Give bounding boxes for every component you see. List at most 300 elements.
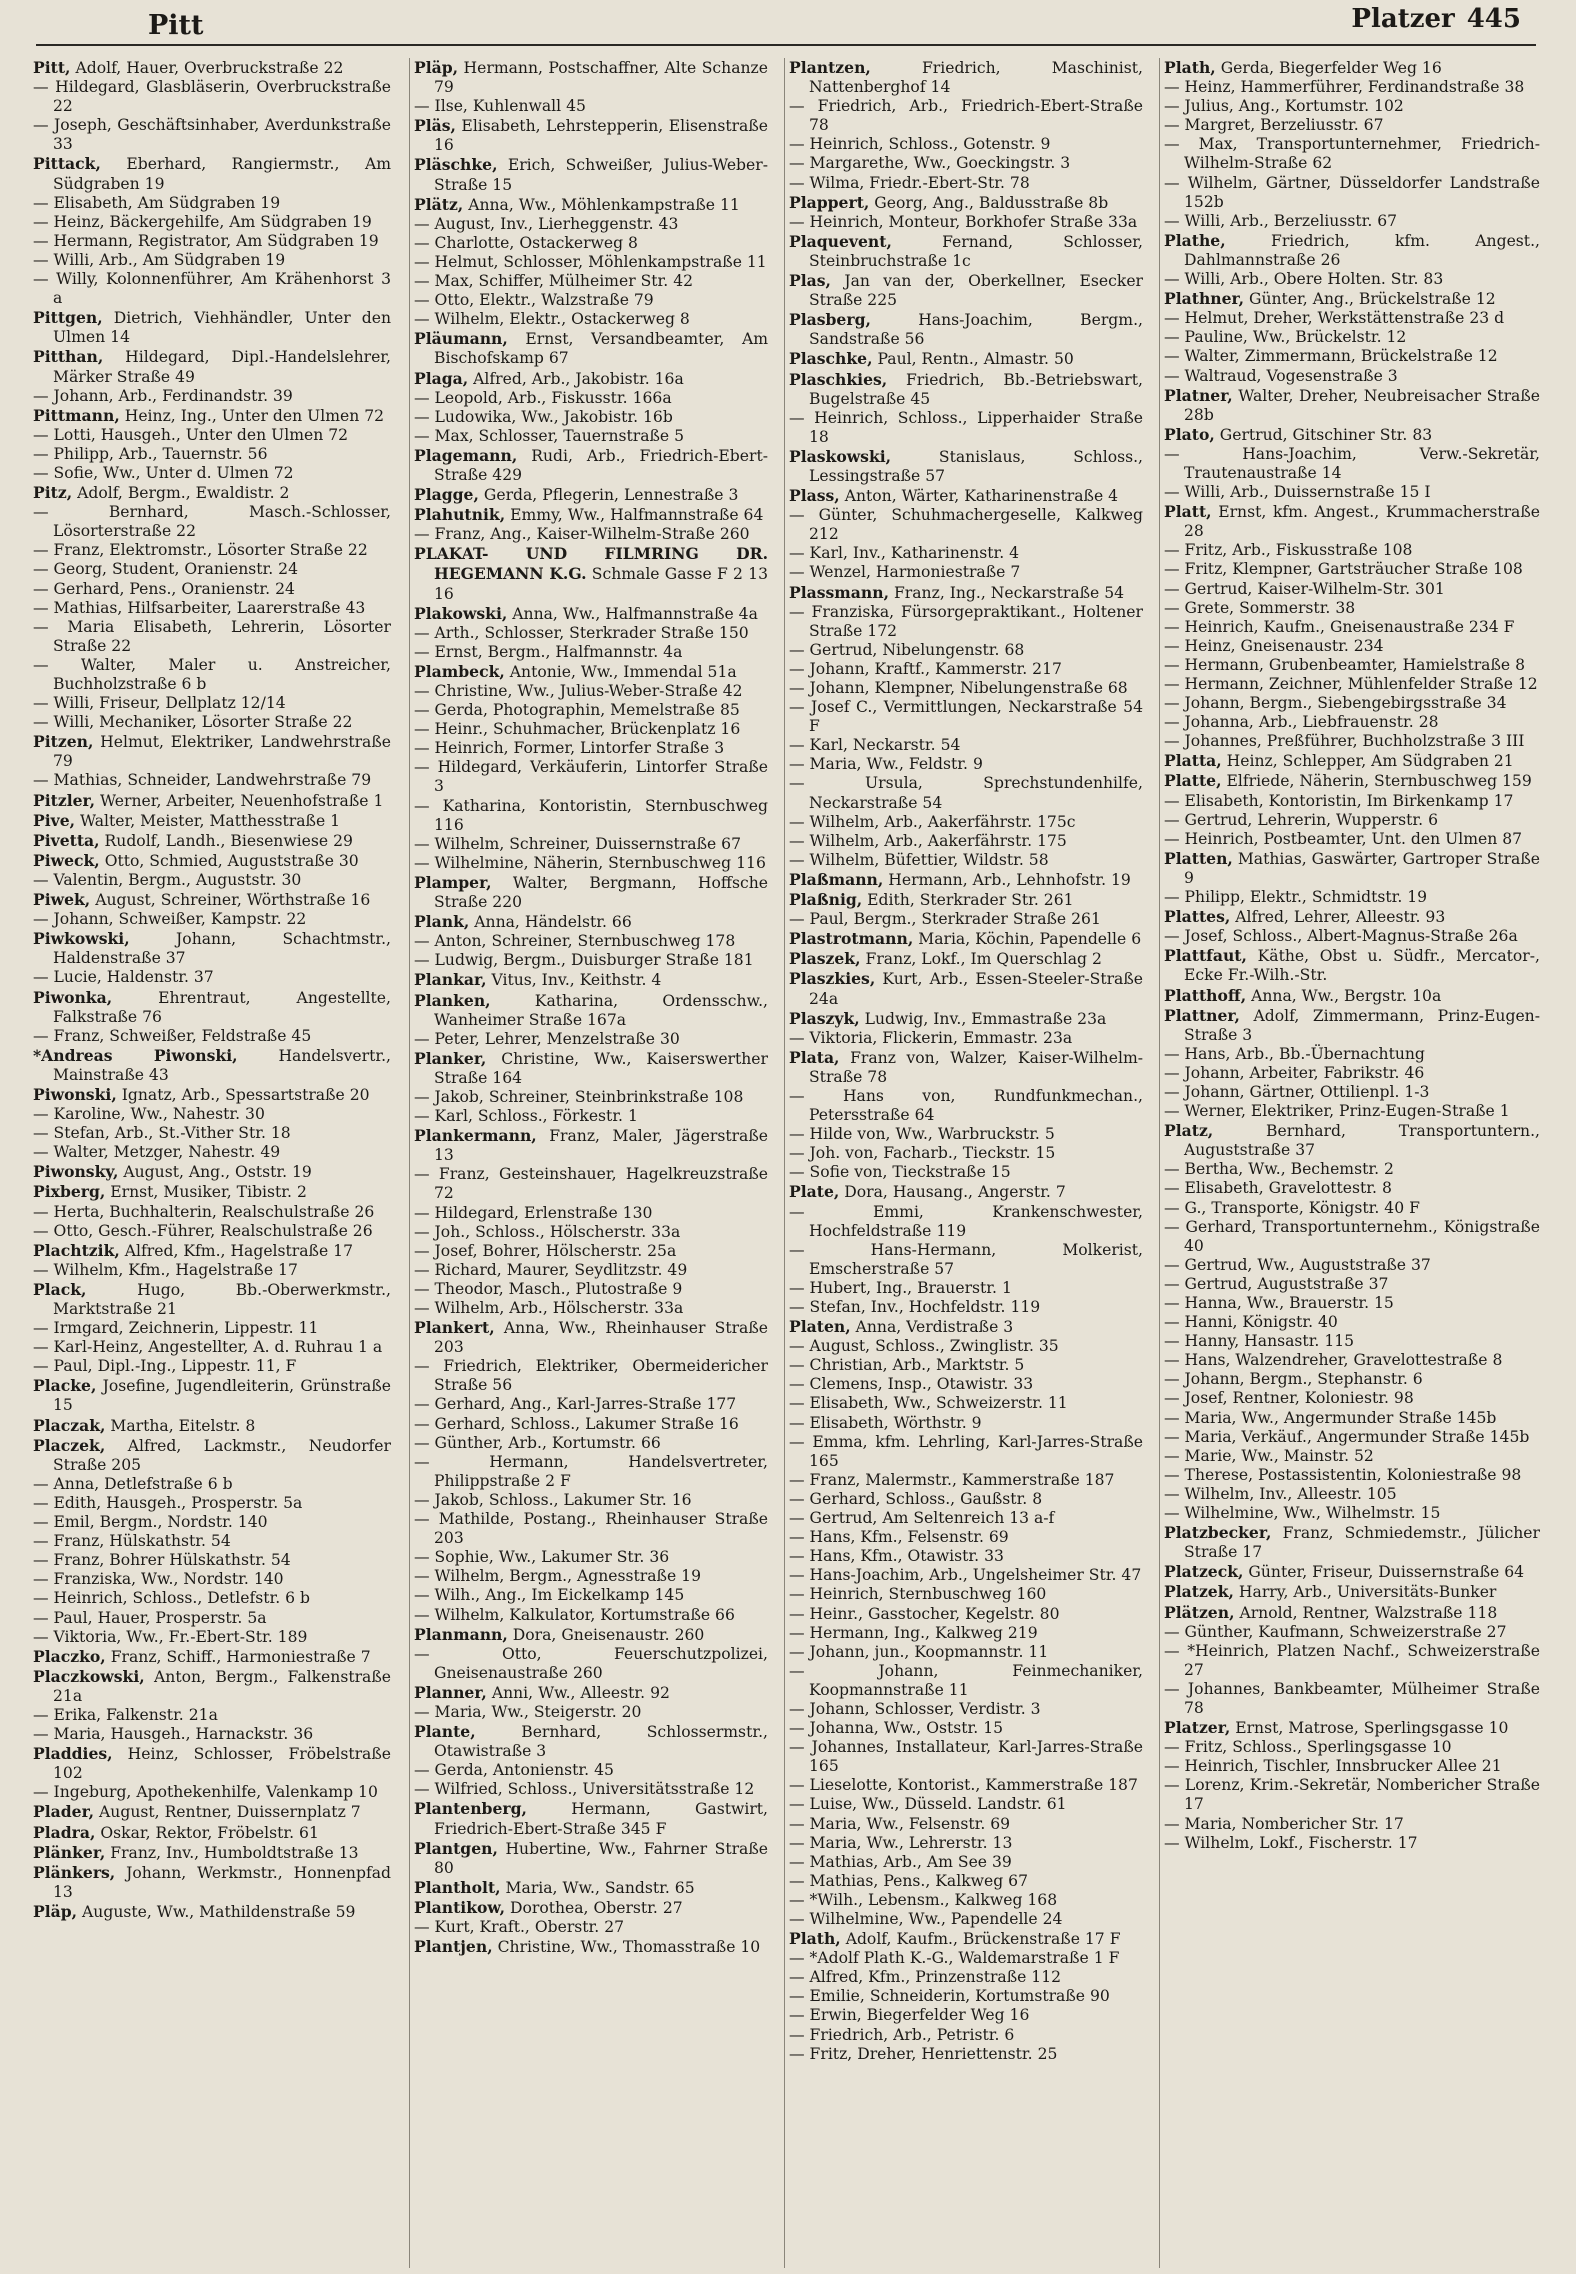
directory-entry	[789, 174, 1143, 193]
entry-details: — Waltraud, Vogesenstraße 3	[1164, 366, 1398, 385]
entry-details: Ernst, kfm. Angest., Krummacherstraße 28	[1184, 503, 1540, 541]
directory-entry	[33, 1046, 391, 1085]
entry-details: Antonie, Ww., Immendal 51a	[504, 662, 737, 681]
entry-details: — Karl, Inv., Katharinenstr. 4	[789, 544, 1020, 563]
entry-details: — Bertha, Ww., Bechemstr. 2	[1164, 1160, 1394, 1179]
entry-details: — Max, Transportunternehmer, Friedrich-Wilhelm-Straße 62	[1164, 135, 1540, 173]
directory-entry	[33, 1124, 391, 1143]
entry-details: — Johann, Kraftf., Kammerstr. 217	[789, 659, 1062, 678]
entry-details: — Günther, Kaufmann, Schweizerstraße 27	[1164, 1622, 1507, 1641]
directory-entry	[414, 854, 768, 873]
entry-details: — Otto, Feuerschutzpolizei, Gneisenaustraße 260	[414, 1644, 768, 1682]
directory-entry	[33, 232, 391, 251]
directory-entry	[789, 1605, 1143, 1624]
entry-details: — Erika, Falkenstr. 21a	[33, 1705, 218, 1724]
directory-entry	[789, 583, 1143, 603]
entry-details: — Elisabeth, Ww., Schweizerstr. 11	[789, 1394, 1068, 1413]
directory-entry	[414, 1049, 768, 1088]
entry-surname: Placzkowski,	[33, 1666, 145, 1686]
entry-surname: Platzbecker,	[1164, 1523, 1272, 1543]
entry-details: Walter, Dreher, Neubreisacher Straße 28b	[1184, 386, 1540, 424]
entry-details: Walter, Meister, Matthesstraße 1	[75, 811, 341, 830]
entry-surname: Plath,	[789, 1929, 841, 1949]
directory-entry	[1164, 483, 1540, 502]
entry-details: Martha, Eitelstr. 8	[105, 1416, 256, 1435]
entry-details: — Hanni, Königstr. 40	[1164, 1313, 1338, 1332]
directory-entry	[789, 603, 1143, 641]
entry-details: — Katharina, Kontoristin, Sternbuschweg 116	[414, 796, 768, 834]
directory-entry	[33, 656, 391, 694]
entry-details: — Paul, Dipl.-Ing., Lippestr. 11, F	[33, 1357, 297, 1376]
entry-surname: Pittgen,	[33, 308, 103, 328]
directory-entry	[1164, 1083, 1540, 1102]
directory-entry	[414, 1434, 768, 1453]
directory-entry	[1164, 675, 1540, 694]
entry-details: Franz von, Walzer, Kaiser-Wilhelm-Straße 78	[809, 1048, 1143, 1086]
directory-entry	[33, 1376, 391, 1415]
entry-details: Mathias, Gaswärter, Gartroper Straße 9	[1184, 849, 1540, 887]
entry-details: — Maria, Ww., Lehrerstr. 13	[789, 1833, 1013, 1852]
entry-details: — Wenzel, Harmoniestraße 7	[789, 563, 1021, 582]
entry-details: Josefine, Jugendleiterin, Grünstraße 15	[53, 1377, 391, 1415]
directory-entry	[789, 1566, 1143, 1585]
directory-entry	[414, 1937, 768, 1957]
entry-details: — Theodor, Masch., Plutostraße 9	[414, 1279, 683, 1298]
entry-details: — Alfred, Kfm., Prinzenstraße 112	[789, 1968, 1062, 1987]
directory-entry	[414, 389, 768, 408]
directory-entry	[33, 1783, 391, 1802]
directory-entry	[789, 1375, 1143, 1394]
directory-entry	[33, 58, 391, 78]
entry-surname: Pitzler,	[33, 790, 96, 810]
directory-entry	[789, 2026, 1143, 2045]
directory-entry	[33, 1843, 391, 1863]
entry-details: — Stefan, Inv., Hochfeldstr. 119	[789, 1298, 1041, 1316]
directory-entry	[1164, 907, 1540, 927]
entry-details: — Hildegard, Glasbläserin, Overbruckstraße 22	[33, 78, 391, 116]
directory-entry	[33, 154, 391, 193]
entry-details: — Walter, Metzger, Nahestr. 49	[33, 1143, 281, 1162]
entry-surname: Plassmann,	[789, 582, 890, 602]
directory-entry	[789, 135, 1143, 154]
entry-details: — Ludowika, Ww., Jakobistr. 16b	[414, 407, 673, 426]
entry-details: — Max, Schlosser, Tauernstraße 5	[414, 426, 685, 445]
directory-entry	[1164, 1256, 1540, 1275]
directory-entry	[33, 1280, 391, 1319]
entry-details: — Heinz, Hammerführer, Ferdinandstraße 38	[1164, 78, 1525, 97]
directory-entry	[789, 232, 1143, 271]
directory-entry	[33, 270, 391, 308]
directory-entry	[789, 1298, 1143, 1317]
entry-surname: Plate,	[789, 1182, 840, 1202]
entry-details: — Mathias, Schneider, Landwehrstraße 79	[33, 771, 372, 790]
directory-entry	[414, 1683, 768, 1703]
entry-details: Käthe, Obst u. Südfr., Mercator-, Ecke Fr.-Wilh.-Str.	[1184, 947, 1540, 985]
directory-entry	[414, 1645, 768, 1683]
entry-surname: Plastrotmann,	[789, 929, 914, 949]
directory-entry	[414, 116, 768, 155]
directory-entry	[789, 851, 1143, 870]
entry-surname: Pläumann,	[414, 329, 508, 349]
directory-entry	[789, 1987, 1143, 2006]
directory-entry	[1164, 425, 1540, 445]
entry-surname: Plankermann,	[414, 1126, 537, 1146]
entry-details: — Franz, Elektromstr., Lösorter Straße 22	[33, 541, 368, 560]
directory-entry	[789, 2006, 1143, 2025]
directory-entry	[1164, 888, 1540, 907]
entry-details: — Wilhelm, Arb., Aakerfährstr. 175c	[789, 812, 1076, 831]
directory-entry	[33, 1647, 391, 1667]
entry-surname: Placzek,	[33, 1435, 106, 1455]
entry-surname: Plattfaut,	[1164, 946, 1247, 966]
entry-surname: Plaschkies,	[789, 369, 888, 389]
entry-details: — Johanna, Ww., Oststr. 15	[789, 1719, 1004, 1738]
directory-entry	[789, 1853, 1143, 1872]
directory-entry	[789, 1125, 1143, 1144]
directory-entry	[33, 194, 391, 213]
entry-details: Alfred, Arb., Jakobistr. 16a	[468, 369, 684, 388]
directory-entry	[33, 851, 391, 871]
directory-entry	[414, 835, 768, 854]
entry-surname: Pive,	[33, 810, 76, 830]
directory-entry	[789, 213, 1143, 232]
directory-entry	[33, 988, 391, 1027]
directory-entry	[414, 427, 768, 446]
directory-entry	[414, 1223, 768, 1242]
directory-entry	[33, 116, 391, 154]
directory-entry	[33, 1667, 391, 1706]
directory-entry	[1164, 1815, 1540, 1834]
directory-entry	[414, 1030, 768, 1049]
entry-surname: Plagemann,	[414, 445, 518, 465]
entry-details: — Johann, Arbeiter, Fabrikstr. 46	[1164, 1063, 1425, 1082]
entry-details: Anton, Bergm., Falkenstraße 21a	[53, 1667, 391, 1705]
directory-entry	[1164, 1623, 1540, 1642]
directory-entry	[33, 1823, 391, 1843]
entry-surname: Plänker,	[33, 1842, 106, 1862]
entry-details: — Emilie, Schneiderin, Kortumstraße 90	[789, 1987, 1110, 2006]
entry-details: — Günther, Arb., Kortumstr. 66	[414, 1433, 661, 1452]
directory-entry	[1164, 599, 1540, 618]
entry-surname: Plantjen,	[414, 1937, 493, 1957]
entry-details: Eberhard, Rangiermstr., Am Südgraben 19	[53, 155, 391, 193]
entry-surname: Plattner,	[1164, 1005, 1240, 1025]
entry-details: — Grete, Sommerstr. 38	[1164, 598, 1356, 617]
entry-details: — August, Schloss., Zwinglistr. 35	[789, 1337, 1059, 1356]
entry-details: — Wilhelmine, Ww., Wilhelmstr. 15	[1164, 1504, 1441, 1523]
entry-details: — Irmgard, Zeichnerin, Lippestr. 11	[33, 1319, 319, 1338]
entry-details: — Philipp, Arb., Tauernstr. 56	[33, 444, 268, 463]
entry-details: Ernst, Versandbeamter, Am Bischofskamp 67	[434, 330, 768, 368]
directory-entry	[1164, 1064, 1540, 1083]
entry-surname: Plaga,	[414, 368, 469, 388]
entry-surname: Plahutnik,	[414, 505, 506, 525]
entry-surname: Pläp,	[33, 1901, 78, 1921]
directory-entry	[789, 1182, 1143, 1202]
entry-details: — Hermann, Ing., Kalkweg 219	[789, 1623, 1038, 1642]
entry-surname: Pitzen,	[33, 732, 94, 752]
entry-surname: Placke,	[33, 1376, 97, 1396]
entry-details: Edith, Sterkrader Str. 261	[862, 891, 1074, 910]
entry-details: — Heinz, Gneisenaustr. 234	[1164, 636, 1384, 655]
entry-details: — Heinrich, Schloss., Gotenstr. 9	[789, 135, 1051, 154]
entry-details: — Therese, Postassistentin, Koloniestraße 98	[1164, 1465, 1522, 1484]
entry-details: Dietrich, Viehhändler, Unter den Ulmen 14	[53, 309, 391, 347]
entry-surname: Pläp,	[414, 58, 459, 77]
directory-entry	[414, 1839, 768, 1878]
entry-details: Harry, Arb., Universitäts-Bunker	[1233, 1583, 1497, 1602]
entry-details: — Helmut, Schlosser, Möhlenkampstraße 11	[414, 252, 767, 271]
directory-entry	[789, 1719, 1143, 1738]
directory-entry	[789, 1241, 1143, 1279]
directory-entry	[414, 408, 768, 427]
entry-surname: Plank,	[414, 912, 470, 932]
directory-entry	[789, 1643, 1143, 1662]
directory-entry	[789, 1394, 1143, 1413]
entry-surname: Pivetta,	[33, 830, 100, 850]
directory-entry	[1164, 1776, 1540, 1814]
entry-details: — Richard, Maurer, Seydlitzstr. 49	[414, 1260, 688, 1279]
entry-details: Friedrich, kfm. Angest., Dahlmannstraße 26	[1184, 231, 1540, 269]
directory-entry	[1164, 1466, 1540, 1485]
directory-entry	[789, 271, 1143, 310]
directory-entry	[1164, 1370, 1540, 1389]
directory-entry	[414, 1318, 768, 1357]
entry-details: Gerda, Biegerfelder Weg 16	[1215, 59, 1442, 77]
entry-details: Dora, Gneisenaustr. 260	[507, 1625, 705, 1644]
entry-details: — Josef, Schloss., Albert-Magnus-Straße 26a	[1164, 927, 1518, 946]
entry-surname: Piwkowski,	[33, 929, 130, 949]
directory-entry	[1164, 1006, 1540, 1045]
directory-entry	[33, 1027, 391, 1046]
directory-entry	[1164, 309, 1540, 328]
entry-details: Ignatz, Arb., Spessartstraße 20	[116, 1085, 370, 1104]
entry-details: Anna, Ww., Möhlenkampstraße 11	[463, 195, 740, 214]
entry-details: Franz, Ing., Neckarstraße 54	[889, 583, 1125, 602]
entry-details: — Max, Schiffer, Mülheimer Str. 42	[414, 272, 694, 291]
entry-details: — Stefan, Arb., St.-Vither Str. 18	[33, 1124, 291, 1143]
directory-entry	[1164, 986, 1540, 1006]
entry-details: Ernst, Matrose, Sperlingsgasse 10	[1230, 1719, 1509, 1738]
directory-entry	[414, 1165, 768, 1203]
entry-surname: Piwonsky,	[33, 1162, 119, 1182]
entry-surname: Plader,	[33, 1802, 95, 1822]
directory-entry	[789, 563, 1143, 582]
entry-surname: Plata,	[789, 1047, 840, 1067]
directory-entry	[414, 1242, 768, 1261]
directory-entry	[789, 1087, 1143, 1125]
entry-details: — Elisabeth, Kontoristin, Im Birkenkamp 17	[1164, 791, 1514, 810]
entry-details: Franz, Schiff., Harmoniestraße 7	[105, 1647, 371, 1666]
directory-entry	[414, 485, 768, 505]
directory-entry	[789, 486, 1143, 506]
directory-entry	[414, 155, 768, 194]
entry-details: Heinz, Schlepper, Am Südgraben 21	[1221, 752, 1514, 771]
entry-details: — Hildegard, Verkäuferin, Lintorfer Straße 3	[414, 758, 768, 796]
entry-surname: Plamper,	[414, 872, 492, 892]
entry-surname: Piwonski,	[33, 1084, 117, 1104]
entry-details: Anna, Ww., Halfmannstraße 4a	[507, 604, 758, 623]
directory-entry	[414, 624, 768, 643]
directory-entry	[1164, 97, 1540, 116]
page-number: 445	[1466, 4, 1521, 34]
entry-surname: Plagge,	[414, 485, 479, 505]
entry-surname: Plappert,	[789, 192, 870, 212]
entry-details: — Viktoria, Ww., Fr.-Ebert-Str. 189	[33, 1627, 308, 1646]
directory-entry	[33, 580, 391, 599]
entry-surname: Plakowski,	[414, 603, 508, 623]
entry-details: Vitus, Inv., Keithstr. 4	[486, 971, 662, 990]
directory-entry	[789, 832, 1143, 851]
entry-details: — Wilhelm, Elektr., Ostackerweg 8	[414, 310, 690, 329]
directory-entry	[1164, 347, 1540, 366]
directory-entry	[1164, 1504, 1540, 1523]
entry-details: — Johann, Arb., Ferdinandstr. 39	[33, 386, 293, 405]
entry-details: Gerda, Pflegerin, Lennestraße 3	[478, 486, 739, 505]
directory-entry	[33, 406, 391, 426]
entry-surname: Platner,	[1164, 385, 1233, 405]
entry-details: — Fritz, Arb., Fiskusstraße 108	[1164, 541, 1413, 560]
entry-details: Schmale Gasse F 2 13 16	[434, 565, 768, 603]
directory-entry	[414, 720, 768, 739]
entry-details: Helmut, Elektriker, Landwehrstraße 79	[53, 733, 391, 771]
entry-details: — Franz, Ang., Kaiser-Wilhelm-Straße 260	[414, 525, 750, 544]
entry-details: — Hans von, Rundfunkmechan., Petersstraße 64	[789, 1086, 1143, 1125]
entry-surname: Platta,	[1164, 751, 1222, 771]
entry-surname: Pläs,	[414, 116, 456, 136]
entry-details: — Friedrich, Elektriker, Obermeidericher Straße 56	[414, 1357, 768, 1395]
entry-details: Adolf, Zimmermann, Prinz-Eugen-Straße 3	[1184, 1006, 1540, 1044]
column-3	[784, 58, 1143, 2268]
entry-details: Hubertine, Ww., Fahrner Straße 80	[434, 1839, 768, 1877]
directory-entry	[1164, 713, 1540, 732]
entry-details: — Franz, Malermstr., Kammerstraße 187	[789, 1470, 1115, 1489]
entry-details: — Joh. von, Facharb., Tieckstr. 15	[789, 1144, 1056, 1163]
entry-details: — Franz, Gesteinshauer, Hagelkreuzstraße 72	[414, 1165, 768, 1203]
directory-entry	[33, 811, 391, 831]
entry-details: — Gerhard, Schloss., Gaußstr. 8	[789, 1489, 1043, 1508]
directory-entry	[33, 871, 391, 890]
directory-entry	[789, 929, 1143, 949]
directory-entry	[414, 1491, 768, 1510]
directory-entry	[33, 1706, 391, 1725]
entry-details: Paul, Rentn., Almastr. 50	[872, 350, 1074, 369]
directory-entry	[33, 599, 391, 618]
entry-surname: Plambeck,	[414, 661, 505, 681]
entry-surname: Platt,	[1164, 502, 1212, 522]
entry-details: — Mathias, Pens., Kalkweg 67	[789, 1871, 1028, 1890]
entry-details: — Fritz, Dreher, Henriettenstr. 25	[789, 2044, 1058, 2063]
entry-details: — Arth., Schlosser, Sterkrader Straße 150	[414, 623, 749, 642]
directory-entry	[789, 679, 1143, 698]
entry-details: — Heinrich, Schloss., Detlefstr. 6 b	[33, 1589, 311, 1608]
entry-surname: Plaszyk,	[789, 1008, 860, 1028]
entry-details: — Viktoria, Flickerin, Emmastr. 23a	[789, 1028, 1073, 1047]
directory-entry	[1164, 116, 1540, 135]
entry-details: Heinz, Ing., Unter den Ulmen 72	[119, 406, 385, 425]
entry-details: — Gertrud, Am Seltenreich 13 a-f	[789, 1509, 1055, 1528]
entry-details: Emmy, Ww., Halfmannstraße 64	[505, 506, 764, 525]
directory-entry	[789, 1891, 1143, 1910]
entry-details: — Maria, Ww., Angermunder Straße 145b	[1164, 1408, 1497, 1427]
entry-details: Franz, Maler, Jägerstraße 13	[434, 1127, 768, 1165]
entry-details: — Philipp, Elektr., Schmidtstr. 19	[1164, 888, 1428, 907]
entry-details: — Clemens, Insp., Otawistr. 33	[789, 1375, 1034, 1394]
directory-entry	[414, 1107, 768, 1126]
entry-details: Bernhard, Schlossermstr., Otawistraße 3	[434, 1723, 768, 1761]
entry-details: August, Rentner, Duissernplatz 7	[94, 1803, 361, 1822]
entry-surname: Plantgen,	[414, 1838, 498, 1858]
entry-details: Rudi, Arb., Friedrich-Ebert-Straße 429	[434, 446, 768, 484]
directory-entry	[414, 1510, 768, 1548]
entry-details: — Sofie, Ww., Unter d. Ulmen 72	[33, 463, 294, 482]
page-header	[36, 0, 1536, 46]
entry-details: — Margarethe, Ww., Goeckingstr. 3	[789, 154, 1071, 173]
directory-entry	[33, 771, 391, 790]
entry-details: — Johann, Klempner, Nibelungenstraße 68	[789, 679, 1128, 697]
entry-details: — Friedrich, Arb., Friedrich-Ebert-Straße 78	[789, 97, 1143, 135]
entry-details: — Johannes, Installateur, Karl-Jarres-Straße 165	[789, 1738, 1143, 1776]
directory-entry	[414, 951, 768, 970]
directory-entry	[789, 870, 1143, 890]
directory-entry	[33, 1744, 391, 1783]
entry-details: — Hubert, Ing., Brauerstr. 1	[789, 1278, 1012, 1297]
directory-entry	[414, 970, 768, 990]
header-right	[1351, 4, 1521, 34]
entry-details: Fernand, Schlosser, Steinbruchstraße 1c	[809, 232, 1143, 270]
entry-surname: Platzek,	[1164, 1582, 1234, 1602]
directory-entry	[33, 1609, 391, 1628]
directory-entry	[789, 1834, 1143, 1853]
entry-details: — Wilhelm, Arb., Aakerfährstr. 175	[789, 831, 1067, 850]
entry-details: — Wilhelmine, Näherin, Sternbuschweg 116	[414, 853, 766, 872]
directory-entry	[33, 347, 391, 386]
directory-entry	[414, 1280, 768, 1299]
directory-entry	[414, 932, 768, 951]
directory-entry	[789, 1910, 1143, 1929]
directory-entry	[33, 1863, 391, 1902]
directory-entry	[414, 1126, 768, 1165]
entry-details: Christine, Ww., Kaiserswerther Straße 164	[434, 1049, 768, 1087]
directory-entry	[414, 1261, 768, 1280]
directory-entry	[33, 1589, 391, 1608]
directory-entry	[1164, 1409, 1540, 1428]
entry-surname: Plaskowski,	[789, 446, 892, 466]
entry-details: — Hans-Hermann, Molkerist, Emscherstraße 57	[789, 1240, 1143, 1278]
directory-entry	[414, 1586, 768, 1605]
entry-details: — Valentin, Bergm., Auguststr. 30	[33, 870, 302, 889]
directory-entry	[414, 195, 768, 215]
entry-details: — *Heinrich, Platzen Nachf., Schweizerstraße 27	[1164, 1641, 1540, 1679]
directory-entry	[33, 541, 391, 560]
entry-details: — Maria Elisabeth, Lehrerin, Lösorter Straße 22	[33, 617, 391, 655]
entry-details: — Wilhelm, Büfettier, Wildstr. 58	[789, 850, 1049, 869]
directory-entry	[33, 387, 391, 406]
entry-details: — Pauline, Ww., Brückelstr. 12	[1164, 328, 1407, 347]
directory-entry	[33, 251, 391, 270]
directory-entry	[414, 1088, 768, 1107]
entry-details: — Willi, Arb., Duissernstraße 15 I	[1164, 483, 1431, 502]
directory-entry	[33, 1725, 391, 1744]
directory-entry	[789, 1163, 1143, 1182]
directory-entry	[414, 369, 768, 389]
entry-details: — Elisabeth, Wörthstr. 9	[789, 1413, 982, 1432]
directory-entry	[33, 1182, 391, 1202]
directory-entry	[414, 701, 768, 720]
directory-entry	[414, 253, 768, 272]
directory-entry	[789, 1337, 1143, 1356]
directory-entry	[1164, 1102, 1540, 1121]
